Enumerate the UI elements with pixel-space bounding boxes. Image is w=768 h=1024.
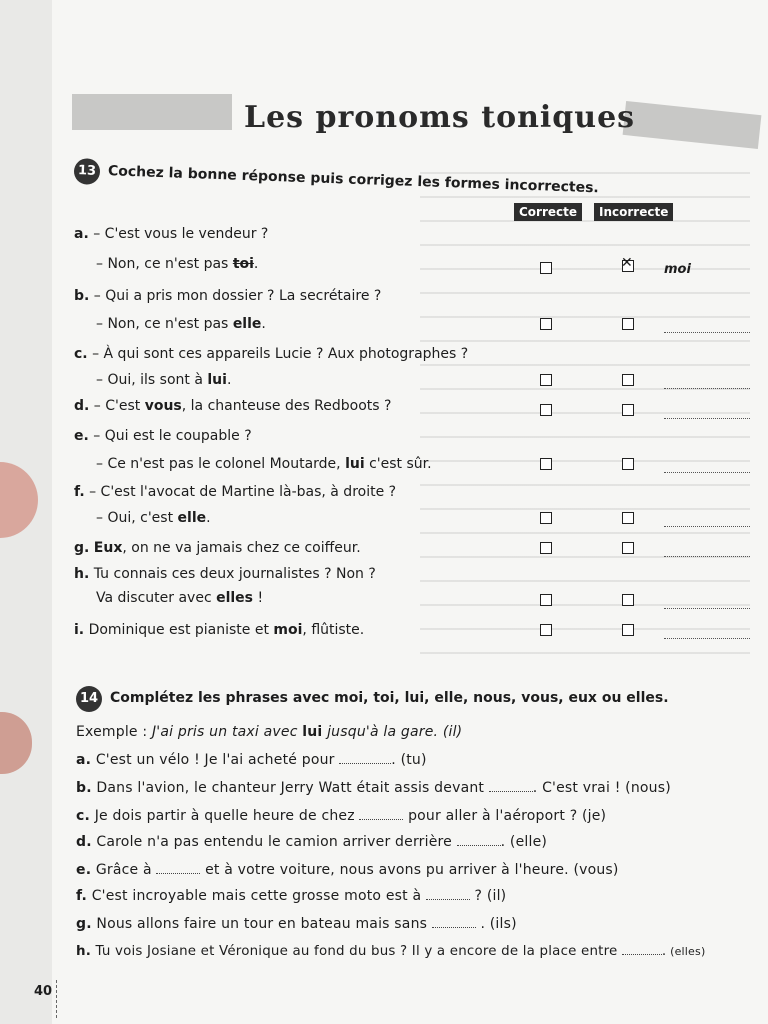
question-a-line2: – Non, ce n'est pas toi. <box>96 256 259 272</box>
exercise-number-badge: 14 <box>76 686 102 712</box>
sentence-d: d. Carole n'a pas entendu le camion arriver derrière . (elle) <box>76 834 548 850</box>
answer-blank-g[interactable] <box>432 919 476 928</box>
correction-blank-f[interactable] <box>664 526 750 527</box>
question-a-line1: a. – C'est vous le vendeur ? <box>74 226 269 242</box>
checkbox-incorrect-a[interactable] <box>622 260 634 272</box>
question-h-line1: h. Tu connais ces deux journalistes ? Non ? <box>74 566 376 582</box>
column-header-correct: Correcte <box>514 203 582 221</box>
checkbox-correct-i[interactable] <box>540 624 552 636</box>
correction-blank-c[interactable] <box>664 388 750 389</box>
exercise-14-header <box>76 686 669 712</box>
checkbox-correct-f[interactable] <box>540 512 552 524</box>
checkbox-incorrect-d[interactable] <box>622 404 634 416</box>
question-g-line1: g. Eux, on ne va jamais chez ce coiffeur. <box>74 540 361 556</box>
correction-blank-b[interactable] <box>664 332 750 333</box>
checkbox-correct-c[interactable] <box>540 374 552 386</box>
checkbox-incorrect-e[interactable] <box>622 458 634 470</box>
correction-blank-d[interactable] <box>664 418 750 419</box>
answer-blank-h[interactable] <box>622 946 662 955</box>
checkbox-incorrect-i[interactable] <box>622 624 634 636</box>
sentence-f: f. C'est incroyable mais cette grosse moto est à ? (il) <box>76 888 507 904</box>
checkbox-incorrect-h[interactable] <box>622 594 634 606</box>
checkbox-correct-g[interactable] <box>540 542 552 554</box>
answer-blank-b[interactable] <box>489 783 533 792</box>
checkbox-incorrect-f[interactable] <box>622 512 634 524</box>
correction-blank-i[interactable] <box>664 638 750 639</box>
sentence-b: b. Dans l'avion, le chanteur Jerry Watt était assis devant . C'est vrai ! (nous) <box>76 780 671 796</box>
page-edge-divider <box>56 980 57 1018</box>
answer-blank-f[interactable] <box>426 891 470 900</box>
checkbox-incorrect-c[interactable] <box>622 374 634 386</box>
sentence-c: c. Je dois partir à quelle heure de chez pour aller à l'aéroport ? (je) <box>76 808 607 824</box>
checkbox-correct-e[interactable] <box>540 458 552 470</box>
bleed-through-text <box>420 150 750 670</box>
answer-blank-e[interactable] <box>156 865 200 874</box>
checkbox-incorrect-b[interactable] <box>622 318 634 330</box>
question-h-line2: Va discuter avec elles ! <box>96 590 264 606</box>
checkbox-correct-a[interactable] <box>540 262 552 274</box>
question-c-line1: c. – À qui sont ces appareils Lucie ? Aux photographes ? <box>74 346 469 362</box>
correction-blank-g[interactable] <box>664 556 750 557</box>
exercise-instruction: Cochez la bonne réponse puis corrigez les formes incorrectes. <box>107 163 600 197</box>
example-sentence: Exemple : J'ai pris un taxi avec lui jusqu'à la gare. (il) <box>76 724 463 740</box>
answer-blank-a[interactable] <box>339 755 391 764</box>
answer-blank-d[interactable] <box>457 837 501 846</box>
checkbox-incorrect-g[interactable] <box>622 542 634 554</box>
question-e-line1: e. – Qui est le coupable ? <box>74 428 252 444</box>
question-f-line2: – Oui, c'est elle. <box>96 510 211 526</box>
correction-blank-e[interactable] <box>664 472 750 473</box>
checkbox-correct-d[interactable] <box>540 404 552 416</box>
sentence-g: g. Nous allons faire un tour en bateau mais sans . (ils) <box>76 916 517 932</box>
finger <box>0 712 32 774</box>
question-b-line2: – Non, ce n'est pas elle. <box>96 316 266 332</box>
sentence-h: h. Tu vois Josiane et Véronique au fond du bus ? Il y a encore de la place entre . (elles) <box>76 944 706 959</box>
correction-blank-h[interactable] <box>664 608 750 609</box>
question-e-line2: – Ce n'est pas le colonel Moutarde, lui c'est sûr. <box>96 456 432 472</box>
checkbox-correct-h[interactable] <box>540 594 552 606</box>
answer-blank-c[interactable] <box>359 811 403 820</box>
exercise-instruction: Complétez les phrases avec moi, toi, lui, elle, nous, vous, eux ou elles. <box>110 690 669 706</box>
question-i-line1: i. Dominique est pianiste et moi, flûtiste. <box>74 622 365 638</box>
sentence-a: a. C'est un vélo ! Je l'ai acheté pour . (tu) <box>76 752 427 768</box>
checkbox-correct-b[interactable] <box>540 318 552 330</box>
page-title: Les pronoms toniques <box>244 100 636 135</box>
title-decor-bar <box>72 94 232 130</box>
question-d-line1: d. – C'est vous, la chanteuse des Redboots ? <box>74 398 392 414</box>
finger <box>0 462 38 538</box>
question-f-line1: f. – C'est l'avocat de Martine là-bas, à droite ? <box>74 484 397 500</box>
question-b-line1: b. – Qui a pris mon dossier ? La secrétaire ? <box>74 288 382 304</box>
sentence-e: e. Grâce à et à votre voiture, nous avons pu arriver à l'heure. (vous) <box>76 862 619 878</box>
column-header-incorrect: Incorrecte <box>594 203 673 221</box>
exercise-number-badge: 13 <box>74 158 101 185</box>
page-number: 40 <box>34 984 53 999</box>
question-c-line2: – Oui, ils sont à lui. <box>96 372 232 388</box>
correction-a: moi <box>664 262 691 277</box>
